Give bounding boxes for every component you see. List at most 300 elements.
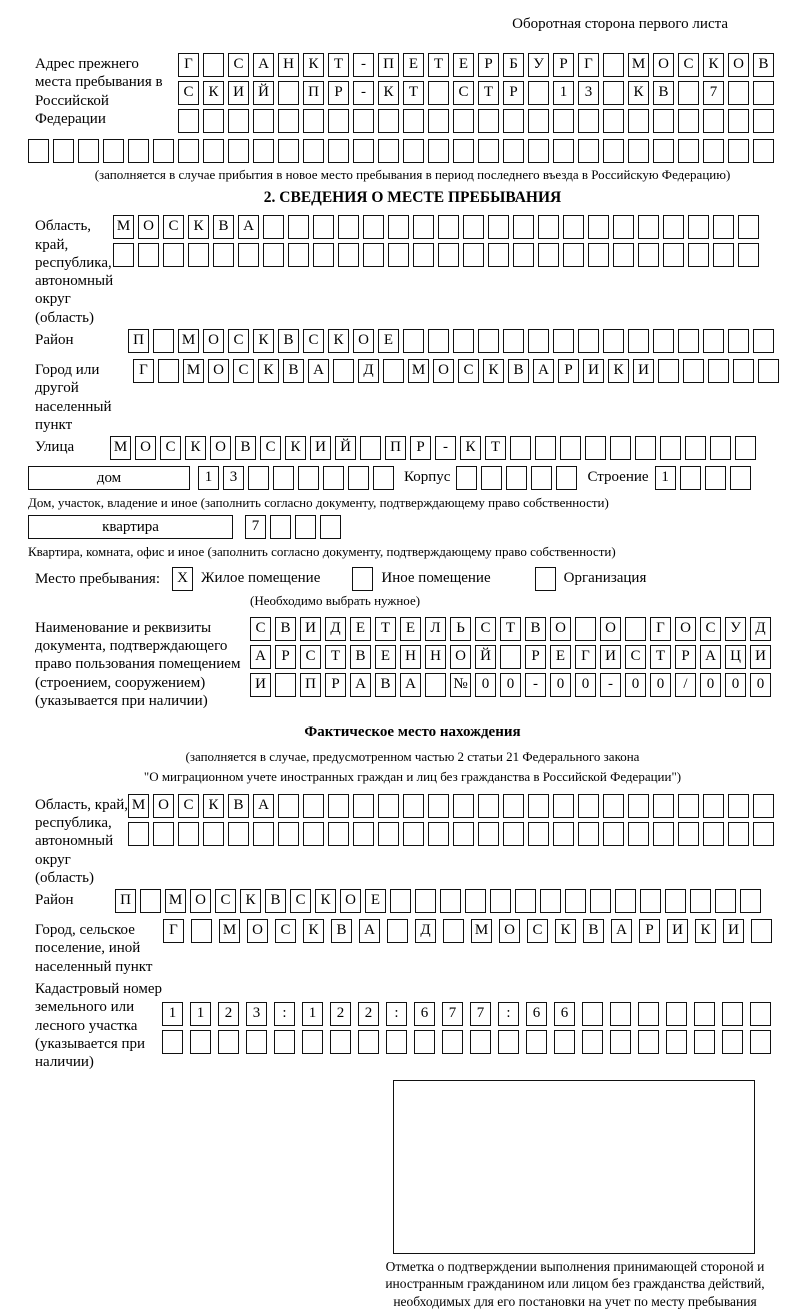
char-box[interactable]: С — [233, 359, 254, 383]
char-box[interactable] — [603, 794, 624, 818]
char-box[interactable]: 1 — [162, 1002, 183, 1026]
char-box[interactable]: С — [625, 645, 646, 669]
char-box[interactable] — [653, 794, 674, 818]
char-box[interactable]: Е — [365, 889, 386, 913]
char-box[interactable] — [753, 329, 774, 353]
char-box[interactable]: О — [499, 919, 520, 943]
char-box[interactable]: В — [235, 436, 256, 460]
char-box[interactable] — [653, 329, 674, 353]
char-box[interactable] — [428, 794, 449, 818]
char-box[interactable] — [753, 794, 774, 818]
char-box[interactable]: 1 — [553, 81, 574, 105]
char-box[interactable]: С — [178, 81, 199, 105]
char-box[interactable] — [470, 1030, 491, 1054]
char-box[interactable] — [275, 673, 296, 697]
char-box[interactable]: : — [386, 1002, 407, 1026]
char-box[interactable] — [153, 329, 174, 353]
char-box[interactable] — [750, 1030, 771, 1054]
house-number-row[interactable] — [198, 466, 398, 490]
char-box[interactable] — [713, 215, 734, 239]
char-box[interactable] — [703, 329, 724, 353]
char-box[interactable] — [278, 81, 299, 105]
char-box[interactable]: 0 — [475, 673, 496, 697]
char-box[interactable]: В — [525, 617, 546, 641]
char-box[interactable] — [500, 645, 521, 669]
char-box[interactable]: Р — [328, 81, 349, 105]
char-box[interactable] — [728, 81, 749, 105]
char-box[interactable] — [738, 215, 759, 239]
char-box[interactable] — [363, 243, 384, 267]
char-box[interactable] — [710, 436, 731, 460]
char-box[interactable] — [478, 109, 499, 133]
char-box[interactable] — [653, 139, 674, 163]
char-box[interactable]: 0 — [700, 673, 721, 697]
char-box[interactable] — [238, 243, 259, 267]
char-box[interactable] — [582, 1030, 603, 1054]
char-box[interactable]: Р — [325, 673, 346, 697]
char-box[interactable] — [658, 359, 679, 383]
char-box[interactable] — [513, 243, 534, 267]
char-box[interactable]: С — [290, 889, 311, 913]
char-box[interactable] — [428, 81, 449, 105]
char-box[interactable]: Т — [325, 645, 346, 669]
char-box[interactable] — [203, 139, 224, 163]
char-box[interactable] — [554, 1030, 575, 1054]
char-box[interactable]: С — [458, 359, 479, 383]
char-box[interactable] — [610, 436, 631, 460]
char-box[interactable] — [653, 109, 674, 133]
char-box[interactable]: Р — [410, 436, 431, 460]
char-box[interactable] — [425, 673, 446, 697]
char-box[interactable] — [578, 109, 599, 133]
char-box[interactable]: С — [228, 53, 249, 77]
checkbox-other-premises[interactable] — [352, 567, 373, 591]
char-box[interactable] — [378, 822, 399, 846]
char-box[interactable] — [353, 109, 374, 133]
char-box[interactable] — [582, 1002, 603, 1026]
char-box[interactable] — [540, 889, 561, 913]
char-box[interactable]: Б — [503, 53, 524, 77]
char-box[interactable]: О — [728, 53, 749, 77]
char-box[interactable] — [730, 466, 751, 490]
char-box[interactable] — [694, 1030, 715, 1054]
char-box[interactable]: С — [700, 617, 721, 641]
char-box[interactable] — [438, 243, 459, 267]
char-box[interactable]: И — [723, 919, 744, 943]
char-box[interactable] — [526, 1030, 547, 1054]
char-box[interactable]: Р — [525, 645, 546, 669]
char-box[interactable] — [353, 822, 374, 846]
char-box[interactable] — [560, 436, 581, 460]
char-box[interactable] — [453, 822, 474, 846]
char-box[interactable] — [708, 359, 729, 383]
char-box[interactable] — [178, 109, 199, 133]
char-box[interactable]: Г — [178, 53, 199, 77]
char-box[interactable] — [728, 109, 749, 133]
char-box[interactable] — [628, 329, 649, 353]
char-box[interactable] — [442, 1030, 463, 1054]
char-box[interactable]: С — [163, 215, 184, 239]
char-box[interactable]: Г — [133, 359, 154, 383]
char-box[interactable] — [678, 81, 699, 105]
char-box[interactable] — [538, 243, 559, 267]
char-box[interactable]: И — [750, 645, 771, 669]
char-box[interactable] — [603, 822, 624, 846]
confirmation-mark-box[interactable] — [393, 1080, 755, 1254]
char-box[interactable] — [575, 617, 596, 641]
char-box[interactable] — [153, 822, 174, 846]
char-box[interactable]: С — [215, 889, 236, 913]
cadastral-row-2[interactable] — [162, 1030, 778, 1054]
region-row-2[interactable] — [113, 243, 763, 267]
char-box[interactable] — [478, 822, 499, 846]
char-box[interactable] — [278, 139, 299, 163]
char-box[interactable] — [565, 889, 586, 913]
char-box[interactable]: С — [303, 329, 324, 353]
checkbox-organization[interactable] — [535, 567, 556, 591]
char-box[interactable] — [588, 215, 609, 239]
char-box[interactable]: Е — [403, 53, 424, 77]
char-box[interactable] — [386, 1030, 407, 1054]
char-box[interactable] — [453, 139, 474, 163]
char-box[interactable]: М — [219, 919, 240, 943]
char-box[interactable] — [360, 436, 381, 460]
char-box[interactable] — [498, 1030, 519, 1054]
char-box[interactable] — [603, 81, 624, 105]
char-box[interactable]: К — [695, 919, 716, 943]
char-box[interactable]: К — [608, 359, 629, 383]
char-box[interactable]: В — [375, 673, 396, 697]
char-box[interactable]: К — [258, 359, 279, 383]
char-box[interactable] — [750, 1002, 771, 1026]
char-box[interactable]: П — [115, 889, 136, 913]
char-box[interactable]: В — [265, 889, 286, 913]
char-box[interactable] — [713, 243, 734, 267]
char-box[interactable]: 0 — [725, 673, 746, 697]
char-box[interactable] — [128, 822, 149, 846]
char-box[interactable] — [653, 822, 674, 846]
actual-region-row-2[interactable] — [128, 822, 778, 846]
char-box[interactable] — [403, 139, 424, 163]
char-box[interactable]: С — [678, 53, 699, 77]
char-box[interactable]: И — [600, 645, 621, 669]
char-box[interactable]: - — [525, 673, 546, 697]
checkbox-residential[interactable]: X — [172, 567, 193, 591]
char-box[interactable]: П — [128, 329, 149, 353]
char-box[interactable] — [728, 794, 749, 818]
document-row-1[interactable] — [250, 617, 775, 641]
char-box[interactable]: 2 — [358, 1002, 379, 1026]
char-box[interactable] — [510, 436, 531, 460]
char-box[interactable] — [313, 243, 334, 267]
char-box[interactable]: 0 — [750, 673, 771, 697]
char-box[interactable]: Ь — [450, 617, 471, 641]
char-box[interactable]: 6 — [526, 1002, 547, 1026]
char-box[interactable] — [403, 794, 424, 818]
char-box[interactable]: Г — [650, 617, 671, 641]
char-box[interactable] — [578, 822, 599, 846]
char-box[interactable] — [528, 139, 549, 163]
char-box[interactable]: Й — [475, 645, 496, 669]
char-box[interactable] — [563, 243, 584, 267]
char-box[interactable]: О — [203, 329, 224, 353]
char-box[interactable] — [443, 919, 464, 943]
char-box[interactable] — [490, 889, 511, 913]
char-box[interactable] — [613, 243, 634, 267]
char-box[interactable]: О — [550, 617, 571, 641]
char-box[interactable] — [638, 243, 659, 267]
char-box[interactable] — [203, 109, 224, 133]
char-box[interactable]: / — [675, 673, 696, 697]
char-box[interactable]: 7 — [703, 81, 724, 105]
char-box[interactable]: К — [483, 359, 504, 383]
char-box[interactable]: Р — [478, 53, 499, 77]
char-box[interactable]: 7 — [470, 1002, 491, 1026]
char-box[interactable] — [113, 243, 134, 267]
char-box[interactable] — [456, 466, 477, 490]
char-box[interactable] — [103, 139, 124, 163]
char-box[interactable] — [535, 436, 556, 460]
char-box[interactable]: Р — [675, 645, 696, 669]
char-box[interactable]: К — [628, 81, 649, 105]
char-box[interactable] — [263, 243, 284, 267]
char-box[interactable] — [503, 794, 524, 818]
char-box[interactable] — [338, 243, 359, 267]
char-box[interactable] — [415, 889, 436, 913]
char-box[interactable] — [578, 329, 599, 353]
actual-district-row[interactable] — [115, 889, 765, 913]
char-box[interactable] — [158, 359, 179, 383]
char-box[interactable] — [203, 53, 224, 77]
char-box[interactable]: К — [555, 919, 576, 943]
char-box[interactable]: М — [471, 919, 492, 943]
char-box[interactable]: Т — [650, 645, 671, 669]
char-box[interactable] — [330, 1030, 351, 1054]
char-box[interactable] — [722, 1002, 743, 1026]
char-box[interactable] — [740, 889, 761, 913]
char-box[interactable] — [28, 139, 49, 163]
char-box[interactable]: А — [250, 645, 271, 669]
char-box[interactable] — [628, 139, 649, 163]
char-box[interactable] — [378, 139, 399, 163]
char-box[interactable] — [278, 794, 299, 818]
char-box[interactable] — [625, 617, 646, 641]
char-box[interactable] — [531, 466, 552, 490]
char-box[interactable]: 6 — [414, 1002, 435, 1026]
cadastral-row-1[interactable] — [162, 1002, 778, 1026]
char-box[interactable] — [503, 109, 524, 133]
char-box[interactable]: О — [135, 436, 156, 460]
char-box[interactable] — [733, 359, 754, 383]
char-box[interactable]: 7 — [442, 1002, 463, 1026]
char-box[interactable]: О — [210, 436, 231, 460]
char-box[interactable] — [378, 109, 399, 133]
char-box[interactable] — [528, 329, 549, 353]
char-box[interactable] — [666, 1030, 687, 1054]
char-box[interactable] — [478, 329, 499, 353]
char-box[interactable] — [153, 139, 174, 163]
char-box[interactable] — [228, 139, 249, 163]
char-box[interactable] — [438, 215, 459, 239]
char-box[interactable]: С — [250, 617, 271, 641]
char-box[interactable] — [298, 466, 319, 490]
char-box[interactable] — [274, 1030, 295, 1054]
char-box[interactable] — [665, 889, 686, 913]
char-box[interactable] — [735, 436, 756, 460]
char-box[interactable]: 0 — [550, 673, 571, 697]
char-box[interactable] — [703, 822, 724, 846]
char-box[interactable] — [323, 466, 344, 490]
char-box[interactable]: 2 — [218, 1002, 239, 1026]
char-box[interactable]: Е — [375, 645, 396, 669]
char-box[interactable] — [578, 139, 599, 163]
char-box[interactable]: - — [600, 673, 621, 697]
char-box[interactable]: А — [359, 919, 380, 943]
street-row[interactable] — [110, 436, 760, 460]
char-box[interactable]: К — [253, 329, 274, 353]
document-row-3[interactable] — [250, 673, 775, 697]
char-box[interactable] — [413, 243, 434, 267]
char-box[interactable]: А — [350, 673, 371, 697]
char-box[interactable]: О — [675, 617, 696, 641]
char-box[interactable]: С — [178, 794, 199, 818]
char-box[interactable] — [303, 794, 324, 818]
char-box[interactable]: М — [408, 359, 429, 383]
char-box[interactable] — [390, 889, 411, 913]
char-box[interactable] — [628, 109, 649, 133]
char-box[interactable]: С — [228, 329, 249, 353]
char-box[interactable] — [703, 109, 724, 133]
char-box[interactable] — [753, 139, 774, 163]
char-box[interactable]: С — [453, 81, 474, 105]
char-box[interactable] — [553, 139, 574, 163]
char-box[interactable] — [246, 1030, 267, 1054]
char-box[interactable] — [753, 81, 774, 105]
char-box[interactable] — [478, 794, 499, 818]
char-box[interactable]: Р — [639, 919, 660, 943]
char-box[interactable]: В — [508, 359, 529, 383]
char-box[interactable] — [703, 794, 724, 818]
char-box[interactable] — [488, 215, 509, 239]
document-row-2[interactable] — [250, 645, 775, 669]
char-box[interactable]: О — [340, 889, 361, 913]
char-box[interactable]: Е — [350, 617, 371, 641]
char-box[interactable] — [603, 329, 624, 353]
char-box[interactable]: В — [753, 53, 774, 77]
char-box[interactable]: А — [253, 53, 274, 77]
char-box[interactable]: М — [183, 359, 204, 383]
char-box[interactable]: О — [190, 889, 211, 913]
char-box[interactable] — [680, 466, 701, 490]
char-box[interactable]: Е — [378, 329, 399, 353]
char-box[interactable] — [615, 889, 636, 913]
char-box[interactable] — [218, 1030, 239, 1054]
char-box[interactable]: Л — [425, 617, 446, 641]
char-box[interactable] — [478, 139, 499, 163]
char-box[interactable]: М — [178, 329, 199, 353]
char-box[interactable] — [403, 822, 424, 846]
char-box[interactable] — [688, 215, 709, 239]
char-box[interactable] — [248, 466, 269, 490]
char-box[interactable] — [481, 466, 502, 490]
char-box[interactable]: С — [300, 645, 321, 669]
char-box[interactable]: Г — [163, 919, 184, 943]
char-box[interactable] — [628, 822, 649, 846]
char-box[interactable]: 6 — [554, 1002, 575, 1026]
char-box[interactable]: К — [460, 436, 481, 460]
char-box[interactable]: Р — [275, 645, 296, 669]
prev-address-row-2[interactable] — [178, 81, 778, 105]
char-box[interactable] — [488, 243, 509, 267]
char-box[interactable]: Р — [558, 359, 579, 383]
char-box[interactable] — [553, 822, 574, 846]
char-box[interactable] — [278, 822, 299, 846]
char-box[interactable]: 3 — [246, 1002, 267, 1026]
char-box[interactable]: Г — [578, 53, 599, 77]
char-box[interactable]: М — [128, 794, 149, 818]
char-box[interactable]: 1 — [198, 466, 219, 490]
char-box[interactable]: П — [385, 436, 406, 460]
char-box[interactable]: А — [253, 794, 274, 818]
char-box[interactable] — [506, 466, 527, 490]
char-box[interactable] — [295, 515, 316, 539]
char-box[interactable]: В — [331, 919, 352, 943]
char-box[interactable]: В — [583, 919, 604, 943]
char-box[interactable]: Е — [400, 617, 421, 641]
char-box[interactable] — [453, 794, 474, 818]
char-box[interactable] — [178, 139, 199, 163]
char-box[interactable] — [628, 794, 649, 818]
char-box[interactable] — [348, 466, 369, 490]
char-box[interactable] — [403, 329, 424, 353]
char-box[interactable]: 0 — [625, 673, 646, 697]
char-box[interactable]: Р — [553, 53, 574, 77]
char-box[interactable] — [666, 1002, 687, 1026]
char-box[interactable]: К — [378, 81, 399, 105]
char-box[interactable] — [705, 466, 726, 490]
char-box[interactable] — [313, 215, 334, 239]
char-box[interactable] — [388, 215, 409, 239]
char-box[interactable]: Д — [750, 617, 771, 641]
char-box[interactable] — [320, 515, 341, 539]
char-box[interactable] — [288, 243, 309, 267]
char-box[interactable] — [413, 215, 434, 239]
char-box[interactable]: Г — [575, 645, 596, 669]
char-box[interactable] — [78, 139, 99, 163]
char-box[interactable] — [553, 109, 574, 133]
char-box[interactable]: И — [667, 919, 688, 943]
char-box[interactable]: К — [188, 215, 209, 239]
prev-address-row-4[interactable] — [28, 139, 790, 163]
korpus-row[interactable] — [456, 466, 581, 490]
char-box[interactable]: М — [165, 889, 186, 913]
char-box[interactable]: В — [350, 645, 371, 669]
char-box[interactable]: 0 — [650, 673, 671, 697]
char-box[interactable]: К — [203, 81, 224, 105]
char-box[interactable]: 7 — [245, 515, 266, 539]
char-box[interactable] — [163, 243, 184, 267]
char-box[interactable] — [503, 822, 524, 846]
char-box[interactable] — [703, 139, 724, 163]
char-box[interactable]: С — [475, 617, 496, 641]
char-box[interactable]: Т — [428, 53, 449, 77]
char-box[interactable] — [728, 139, 749, 163]
char-box[interactable]: И — [633, 359, 654, 383]
char-box[interactable]: В — [213, 215, 234, 239]
char-box[interactable]: О — [600, 617, 621, 641]
char-box[interactable] — [578, 794, 599, 818]
char-box[interactable]: К — [285, 436, 306, 460]
